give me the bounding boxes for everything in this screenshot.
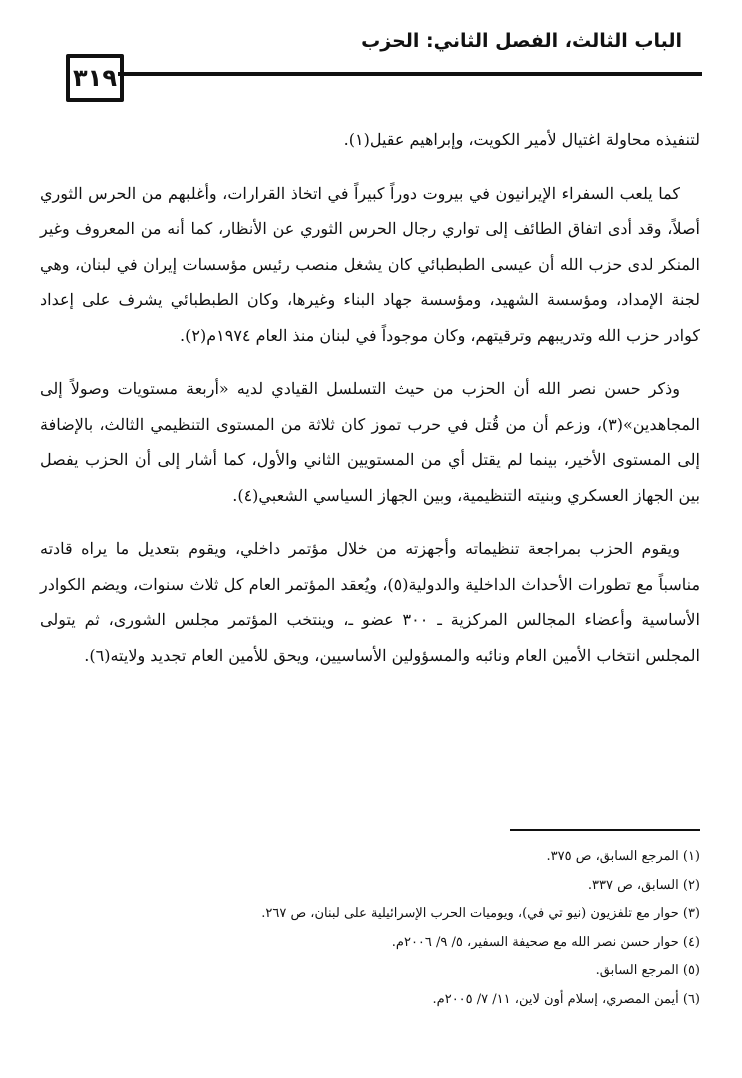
footnotes — [40, 843, 700, 1014]
paragraph: لتنفيذه محاولة اغتيال لأمير الكويت، وإبراهيم عقيل(١). — [343, 130, 700, 149]
footnote: (٤) حوار حسن نصر الله مع صحيفة السفير، ٥/ ٩/ ٢٠٠٦م. — [391, 934, 700, 950]
page-number: ٣١٩ — [66, 54, 124, 102]
paragraph: كما يلعب السفراء الإيرانيون في بيروت دوراً كبيراً في اتخاذ القرارات، وأغلبهم من الحرس الثوري أصلاً، وقد أدى اتفاق الطائف إلى تواري رجال الحرس الثوري عن الأنظار، كما أنه من المعروف وغير المنكر لدى حزب الله أن عيسى الطبطبائي كان يشغل منصب رئيس مؤسسات إيران في لبنان، وهي لجنة الإمداد، ومؤسسة الشهيد، ومؤسسة جهاد البناء وغيرها، وكان الطبطبائي يشرف على إعداد كوادر حزب الله وتدريبهم وترقيتهم، وكان موجوداً في لبنان منذ العام ١٩٧٤م(٢). — [40, 183, 700, 345]
chapter-title: الباب الثالث، الفصل الثاني: الحزب — [361, 30, 682, 52]
footnote: (١) المرجع السابق، ص ٣٧٥. — [546, 849, 700, 864]
paragraph: وذكر حسن نصر الله أن الحزب من حيث التسلسل القيادي لديه «أربعة مستويات وصولاً إلى المجاهدين»(٣)، وزعم أن من قُتل في حرب تموز كان ثلاثة من المستوى التنظيمي الثالث، بالإضافة إلى المستوى الأخير، بينما لم يقتل أي من المستويين الثاني والأول، كما أشار إلى أن الحزب يفصل بين الجهاز العسكري وبنيته التنظيمية، وبين الجهاز السياسي الشعبي(٤). — [40, 379, 700, 505]
header-rule — [118, 72, 702, 76]
footnote: (٥) المرجع السابق. — [595, 963, 700, 978]
footnote-separator — [510, 829, 700, 831]
footnote: (٦) أيمن المصري، إسلام أون لاين، ١١/ ٧/ ٢٠٠٥م. — [432, 991, 700, 1007]
footnote: (٣) حوار مع تلفزيون (نيو تي في)، ويوميات الحرب الإسرائيلية على لبنان، ص ٢٦٧. — [261, 906, 700, 921]
footnote: (٢) السابق، ص ٣٣٧. — [587, 877, 700, 893]
paragraph: ويقوم الحزب بمراجعة تنظيماته وأجهزته من خلال مؤتمر داخلي، ويقوم بتعديل ما يراه قادته مناسباً مع تطورات الأحداث الداخلية والدولية(٥)، ويُعقد المؤتمر العام كل ثلاث سنوات، ويضم الكوادر الأساسية وأعضاء المجالس المركزية ـ ٣٠٠ عضو ـ، وينتخب المؤتمر مجلس الشورى، ثم يتولى المجلس انتخاب الأمين العام ونائبه والمسؤولين الأساسيين، ويحق للأمين العام تجديد ولايته(٦). — [40, 539, 701, 665]
main-text — [40, 122, 700, 691]
